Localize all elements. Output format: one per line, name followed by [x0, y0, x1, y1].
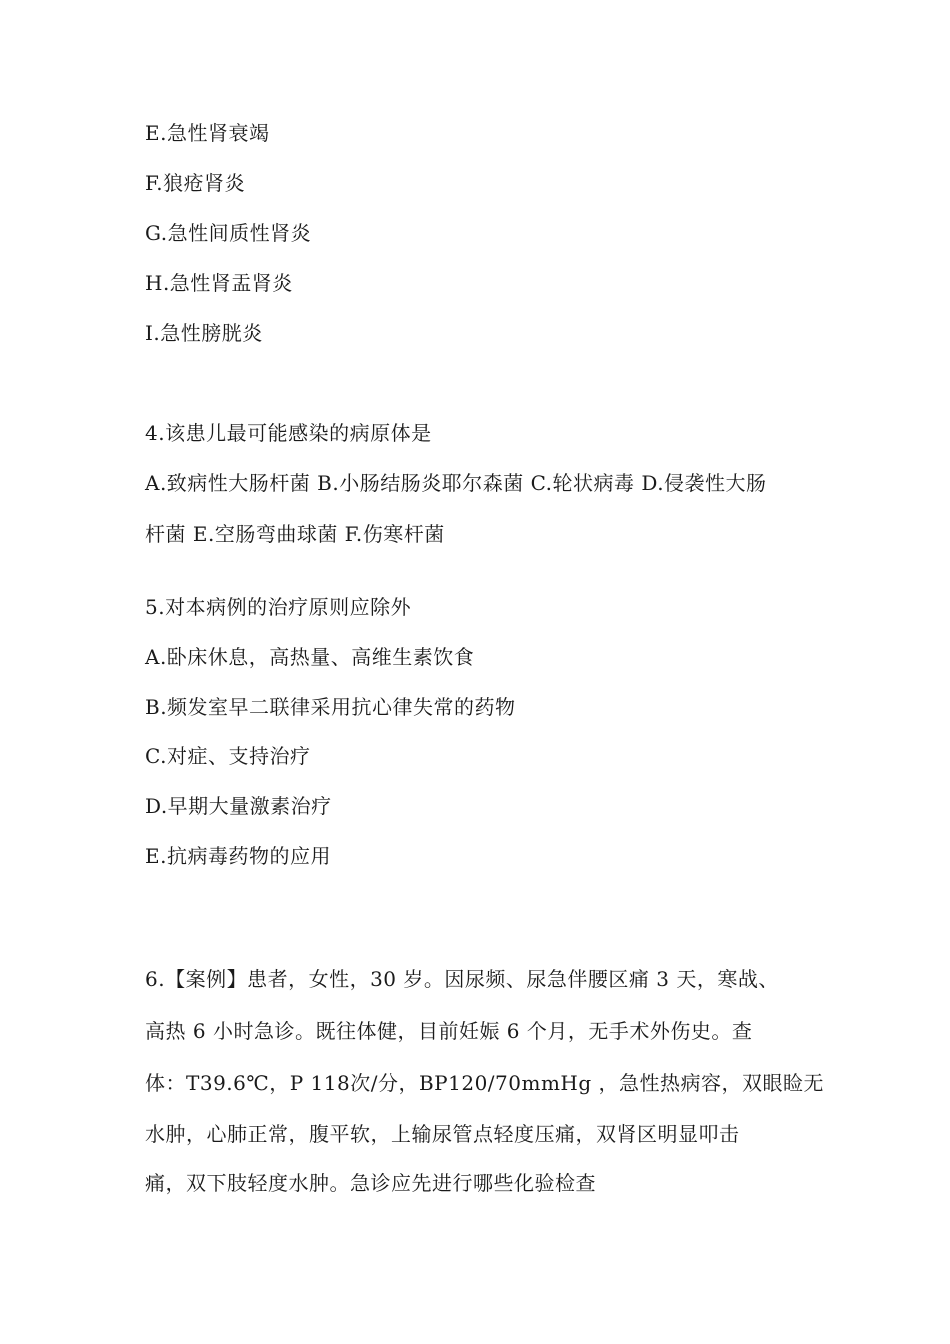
question-6-case-line-1: 6.【案例】患者，女性，30 岁。因尿频、尿急伴腰区痛 3 天，寒战、 [145, 967, 779, 991]
question-5-stem: 5.对本病例的治疗原则应除外 [145, 595, 412, 619]
question-5-option-c: C.对症、支持治疗 [145, 744, 311, 768]
question-5-option-e: E.抗病毒药物的应用 [145, 844, 331, 868]
option-e-acute-renal-failure: E.急性肾衰竭 [145, 121, 270, 145]
question-5-option-d: D.早期大量激素治疗 [145, 794, 332, 818]
question-6-case-line-3: 体：T39.6℃，P 118次/分，BP120/70mmHg ，急性热病容，双眼睑无 [145, 1071, 825, 1095]
question-6-case-line-2: 高热 6 小时急诊。既往体健，目前妊娠 6 个月，无手术外伤史。查 [145, 1019, 753, 1043]
option-h-pyelonephritis: H.急性肾盂肾炎 [145, 271, 293, 295]
question-6-case-line-4: 水肿，心肺正常，腹平软，上输尿管点轻度压痛，双肾区明显叩击 [145, 1122, 740, 1146]
question-4-options-line-2: 杆菌 E.空肠弯曲球菌 F.伤寒杆菌 [145, 522, 445, 546]
question-5-option-b: B.频发室早二联律采用抗心律失常的药物 [145, 695, 516, 719]
question-5-option-a: A.卧床休息，高热量、高维生素饮食 [145, 645, 475, 669]
option-i-cystitis: I.急性膀胱炎 [145, 321, 263, 345]
option-g-interstitial-nephritis: G.急性间质性肾炎 [145, 221, 312, 245]
question-4-options-line-1: A.致病性大肠杆菌 B.小肠结肠炎耶尔森菌 C.轮状病毒 D.侵袭性大肠 [145, 471, 767, 495]
question-6-case-line-5: 痛，双下肢轻度水肿。急诊应先进行哪些化验检查 [145, 1171, 596, 1195]
question-4-stem: 4.该患儿最可能感染的病原体是 [145, 421, 432, 445]
option-f-lupus-nephritis: F.狼疮肾炎 [145, 171, 246, 195]
